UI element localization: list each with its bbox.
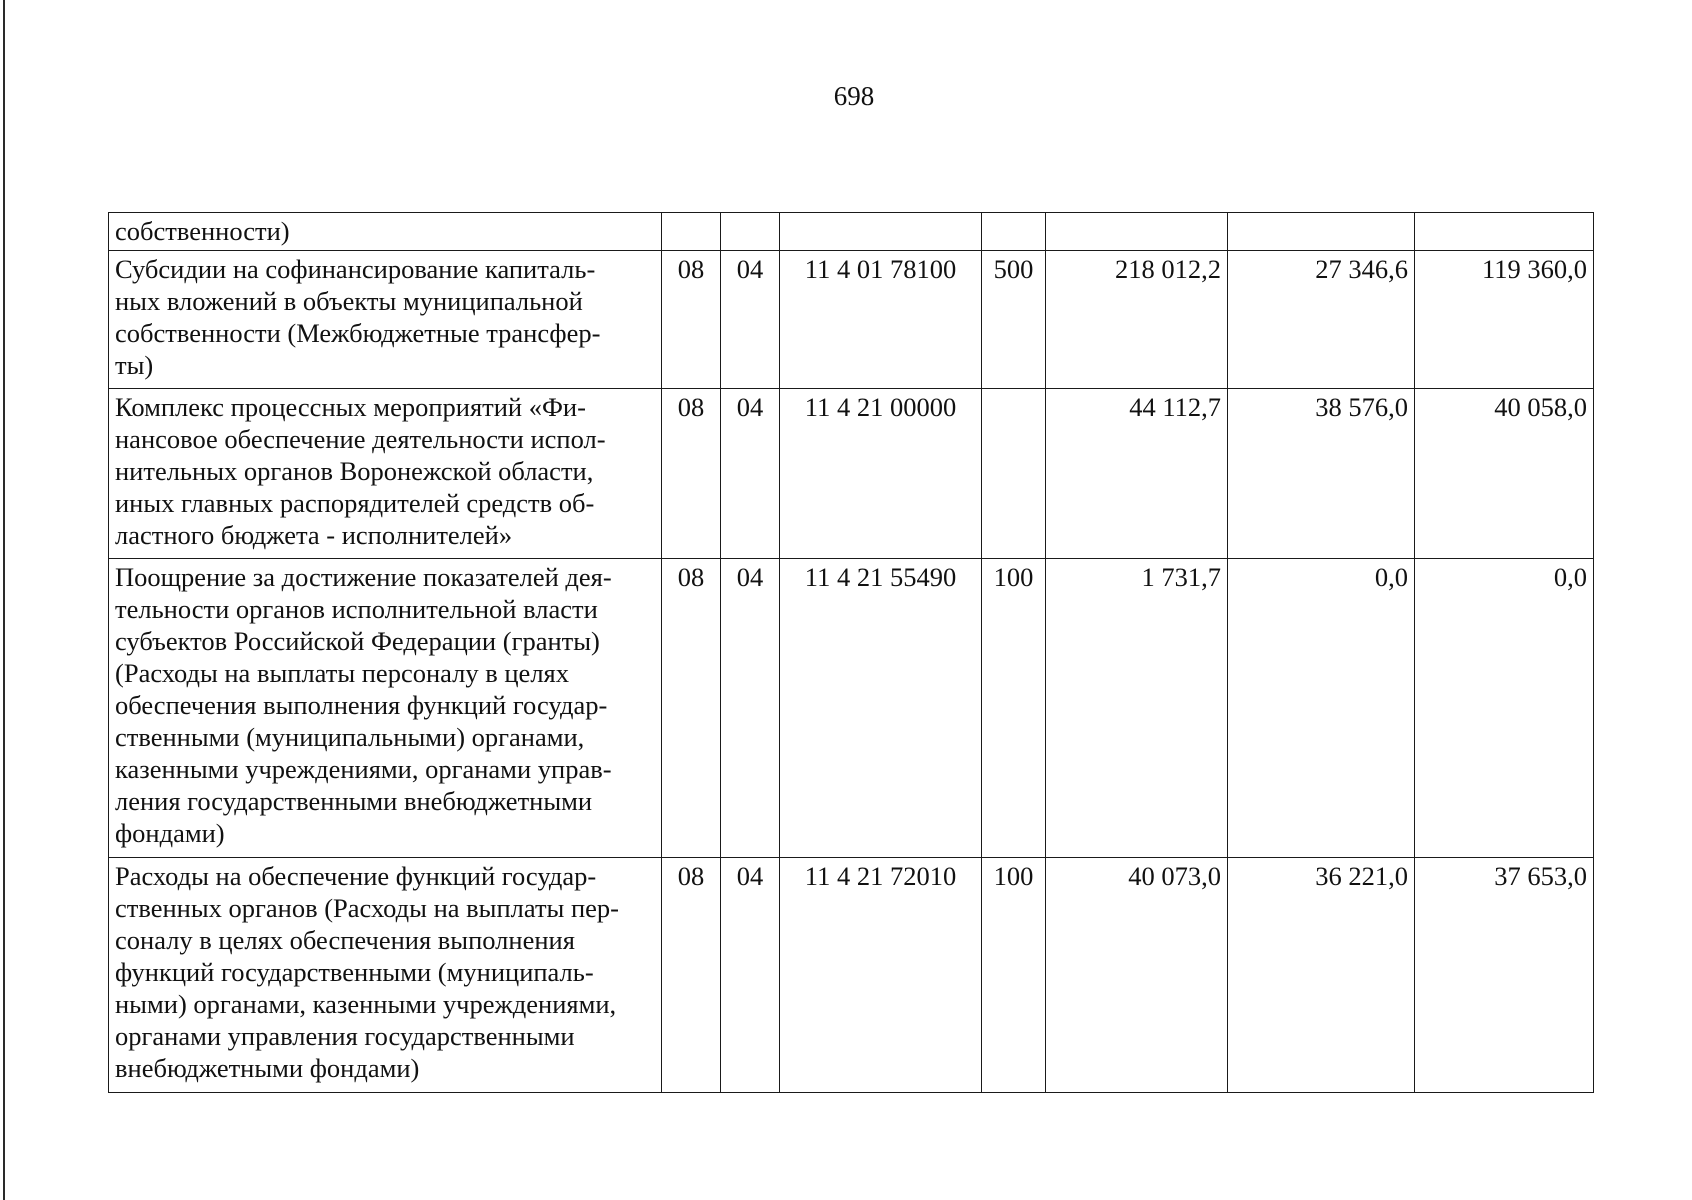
- amount-year-1-cell: 1 731,7: [1046, 559, 1228, 858]
- amount-year-3-cell: 40 058,0: [1415, 389, 1594, 559]
- amount-year-1-cell: 40 073,0: [1046, 858, 1228, 1093]
- amount-year-2-cell: 0,0: [1228, 559, 1415, 858]
- row-name-cell: Поощрение за достижение показателей дея- тельности органов исполнительной власти субъектов Российской Федерации (гранты) (Расходы на выплаты персоналу в целях обеспечения выполнения функций государ- ственными (муниципальными) органами, казенными учреждениями, органами управ- ления государственными внебюджетными фондами): [109, 559, 662, 858]
- target-article-cell: 11 4 01 78100: [780, 251, 982, 389]
- target-article-cell: 11 4 21 00000: [780, 389, 982, 559]
- subsection-code-cell: 04: [721, 251, 780, 389]
- table-row: [109, 559, 1594, 858]
- table-row: [109, 213, 1594, 251]
- amount-year-2-cell: 38 576,0: [1228, 389, 1415, 559]
- section-code-cell: 08: [662, 251, 721, 389]
- amount-year-3-cell: 119 360,0: [1415, 251, 1594, 389]
- table-row: [109, 251, 1594, 389]
- amount-year-3-cell: 37 653,0: [1415, 858, 1594, 1093]
- expense-type-cell: 100: [982, 858, 1046, 1093]
- budget-table: [108, 212, 1594, 1093]
- expense-type-cell: [982, 389, 1046, 559]
- amount-year-2-cell: [1228, 213, 1415, 251]
- target-article-cell: 11 4 21 55490: [780, 559, 982, 858]
- subsection-code-cell: [721, 213, 780, 251]
- row-name-cell: Расходы на обеспечение функций государ- ственных органов (Расходы на выплаты пер- соналу в целях обеспечения выполнения функций государственными (муниципаль- ными) органами, казенными учреждениями, органами управления государственными внебюджетными фондами): [109, 858, 662, 1093]
- section-code-cell: 08: [662, 858, 721, 1093]
- scan-left-edge-line: [3, 0, 5, 1200]
- section-code-cell: 08: [662, 389, 721, 559]
- subsection-code-cell: 04: [721, 389, 780, 559]
- table-row: [109, 858, 1594, 1093]
- amount-year-1-cell: [1046, 213, 1228, 251]
- table-row: [109, 389, 1594, 559]
- amount-year-2-cell: 36 221,0: [1228, 858, 1415, 1093]
- section-code-cell: [662, 213, 721, 251]
- expense-type-cell: [982, 213, 1046, 251]
- amount-year-1-cell: 44 112,7: [1046, 389, 1228, 559]
- amount-year-2-cell: 27 346,6: [1228, 251, 1415, 389]
- page-number: 698: [833, 81, 875, 111]
- row-name-cell: Субсидии на софинансирование капиталь- ных вложений в объекты муниципальной собственности (Межбюджетные трансфер- ты): [109, 251, 662, 389]
- expense-type-cell: 100: [982, 559, 1046, 858]
- target-article-cell: [780, 213, 982, 251]
- target-article-cell: 11 4 21 72010: [780, 858, 982, 1093]
- section-code-cell: 08: [662, 559, 721, 858]
- amount-year-3-cell: [1415, 213, 1594, 251]
- row-name-cell: собственности): [109, 213, 662, 251]
- expense-type-cell: 500: [982, 251, 1046, 389]
- subsection-code-cell: 04: [721, 858, 780, 1093]
- subsection-code-cell: 04: [721, 559, 780, 858]
- row-name-cell: Комплекс процессных мероприятий «Фи- нансовое обеспечение деятельности испол- нительных органов Воронежской области, иных главных распорядителей средств об- ластного бюджета - исполнителей»: [109, 389, 662, 559]
- amount-year-3-cell: 0,0: [1415, 559, 1594, 858]
- amount-year-1-cell: 218 012,2: [1046, 251, 1228, 389]
